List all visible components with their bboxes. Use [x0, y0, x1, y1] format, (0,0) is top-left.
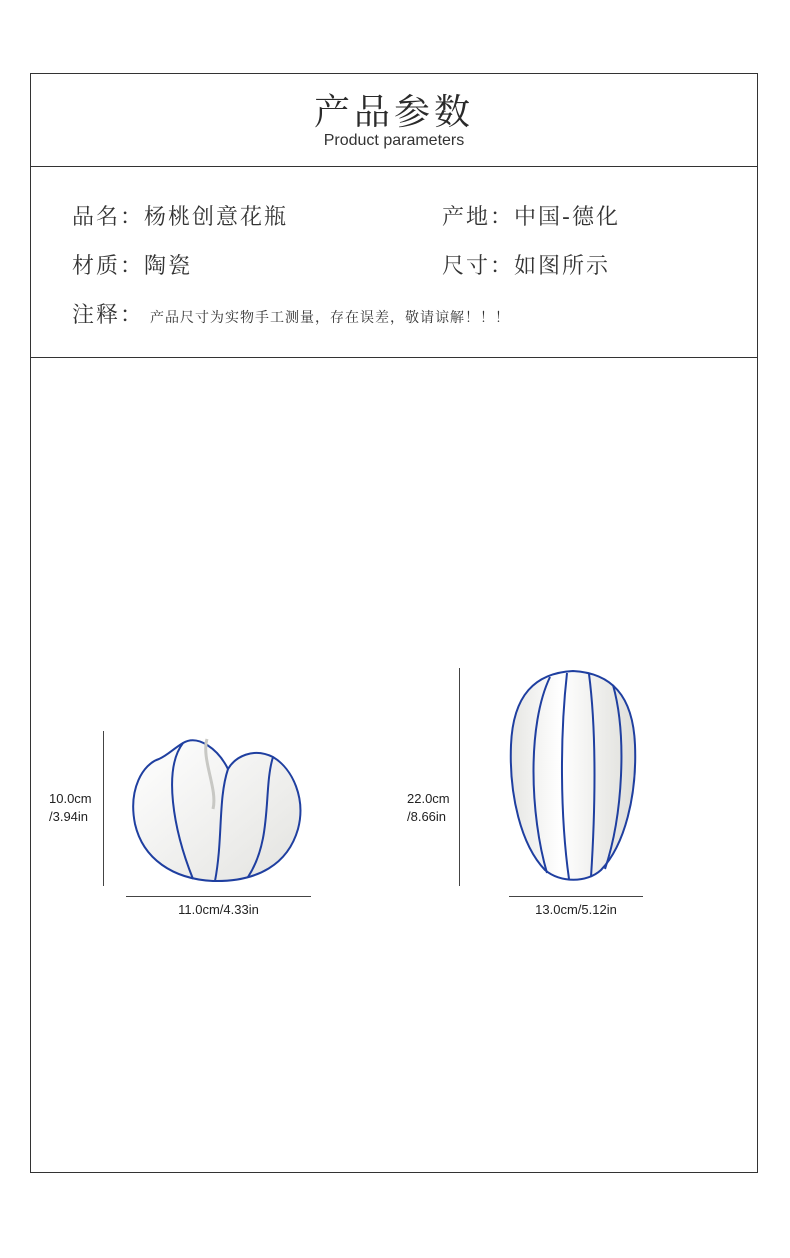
height-cm-tall: 22.0cm — [407, 791, 450, 806]
header-section — [31, 74, 757, 167]
title-chinese: 产品参数 — [313, 92, 474, 133]
product-material: 材质：陶瓷 — [72, 254, 193, 279]
starfruit-vase-small-image — [123, 729, 309, 889]
product-name: 品名：杨桃创意花瓶 — [72, 205, 289, 230]
width-dimension-line-tall — [509, 896, 643, 897]
starfruit-vase-tall-image — [505, 665, 641, 887]
height-cm-small: 10.0cm — [49, 791, 92, 806]
product-note — [72, 298, 510, 329]
height-dimension-line-small — [103, 731, 104, 886]
height-in-small: /3.94in — [49, 809, 89, 824]
width-dimension-line-small — [126, 896, 311, 897]
note-label: 注释： — [72, 303, 145, 328]
width-label-small: 11.0cm/4.33in — [178, 902, 259, 917]
products-section — [31, 357, 757, 1173]
note-text: 产品尺寸为实物手工测量，存在误差，敬请谅解！！！ — [150, 310, 511, 326]
parameters-section — [31, 166, 757, 358]
title-english: Product parameters — [323, 132, 465, 149]
product-size: 尺寸：如图所示 — [442, 254, 611, 279]
height-in-tall: /8.66in — [407, 809, 447, 824]
height-label-small — [49, 790, 92, 826]
height-label-tall — [407, 790, 450, 826]
parameter-frame — [30, 73, 758, 1173]
width-label-tall: 13.0cm/5.12in — [535, 902, 617, 917]
height-dimension-line-tall — [459, 668, 460, 886]
product-origin: 产地：中国-德化 — [442, 205, 620, 230]
